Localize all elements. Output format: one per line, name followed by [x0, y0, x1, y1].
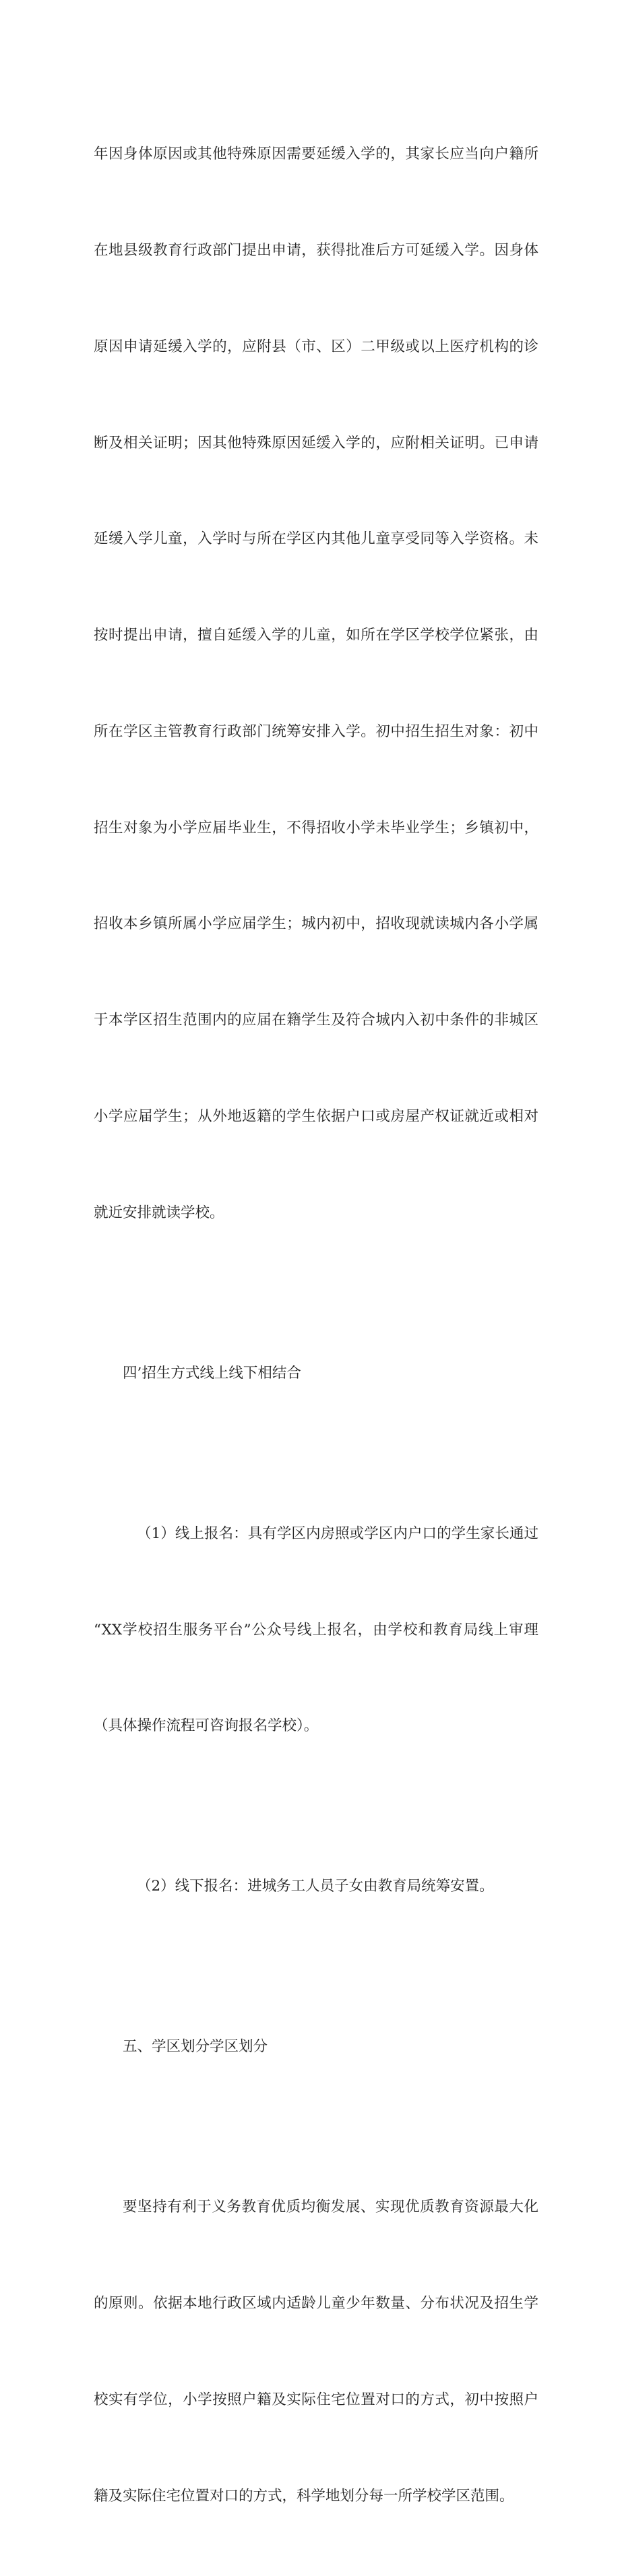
- text-line: 延缓入学儿童，入学时与所在学区内其他儿童享受同等入学资格。未: [94, 530, 538, 548]
- text-line: 年因身体原因或其他特殊原因需要延缓入学的，其家长应当向户籍所: [94, 146, 538, 163]
- text-line: （1）线上报名：具有学区内房照或学区内户口的学生家长通过: [137, 1525, 538, 1542]
- text-line: “XX学校招生服务平台”公众号线上报名，由学校和教育局线上审理: [94, 1621, 538, 1638]
- text-line: 按时提出申请，擅自延缓入学的儿童，如所在学区学校学位紧张，由: [94, 627, 538, 644]
- text-line: 原因申请延缓入学的，应附县（市、区）二甲级或以上医疗机构的诊: [94, 338, 538, 355]
- paragraph-district-division: [94, 2127, 538, 2576]
- text-line: 就近安排就读学校。: [94, 1204, 224, 1221]
- text-line: 要坚持有利于义务教育优质均衡发展、实现优质教育资源最大化: [123, 2199, 538, 2216]
- section-heading-4: [94, 1293, 538, 1454]
- text-line: 校实有学位，小学按照户籍及实际住宅位置对口的方式，初中按照户: [94, 2391, 538, 2408]
- text-line: 招收本乡镇所属小学应届学生；城内初中，招收现就读城内各小学属: [94, 915, 538, 933]
- paragraph-offline-registration: [94, 1806, 538, 1967]
- text-line: 于本学区招生范围内的应届在籍学生及符合城内入初中条件的非城区: [94, 1012, 538, 1029]
- text-line: 招生对象为小学应届毕业生，不得招收小学未毕业学生；乡镇初中，: [94, 819, 538, 836]
- paragraph-deferred-enrollment: [94, 74, 538, 1293]
- text-line: 断及相关证明；因其他特殊原因延缓入学的，应附相关证明。已申请: [94, 434, 538, 452]
- heading-text: 四’招生方式线上线下相结合: [123, 1364, 301, 1382]
- document-body: [94, 74, 538, 2576]
- paragraph-online-registration: [94, 1454, 538, 1807]
- text-line: 小学应届学生；从外地返籍的学生依据户口或房屋产权证就近或相对: [94, 1108, 538, 1125]
- text-line: 籍及实际住宅位置对口的方式，科学地划分每一所学校学区范围。: [94, 2487, 514, 2505]
- text-line: 所在学区主管教育行政部门统筹安排入学。初中招生招生对象：初中: [94, 723, 538, 740]
- text-line: （具体操作流程可咨询报名学校）。: [94, 1717, 319, 1735]
- section-heading-5: [94, 1967, 538, 2127]
- text-line: 在地县级教育行政部门提出申请，获得批准后方可延缓入学。因身体: [94, 241, 538, 259]
- text-line: 的原则。依据本地行政区域内适龄儿童少年数量、分布状况及招生学: [94, 2294, 538, 2312]
- text-line: （2）线下报名：进城务工人员子女由教育局统筹安置。: [137, 1878, 494, 1895]
- heading-text: 五、学区划分学区划分: [123, 2038, 268, 2056]
